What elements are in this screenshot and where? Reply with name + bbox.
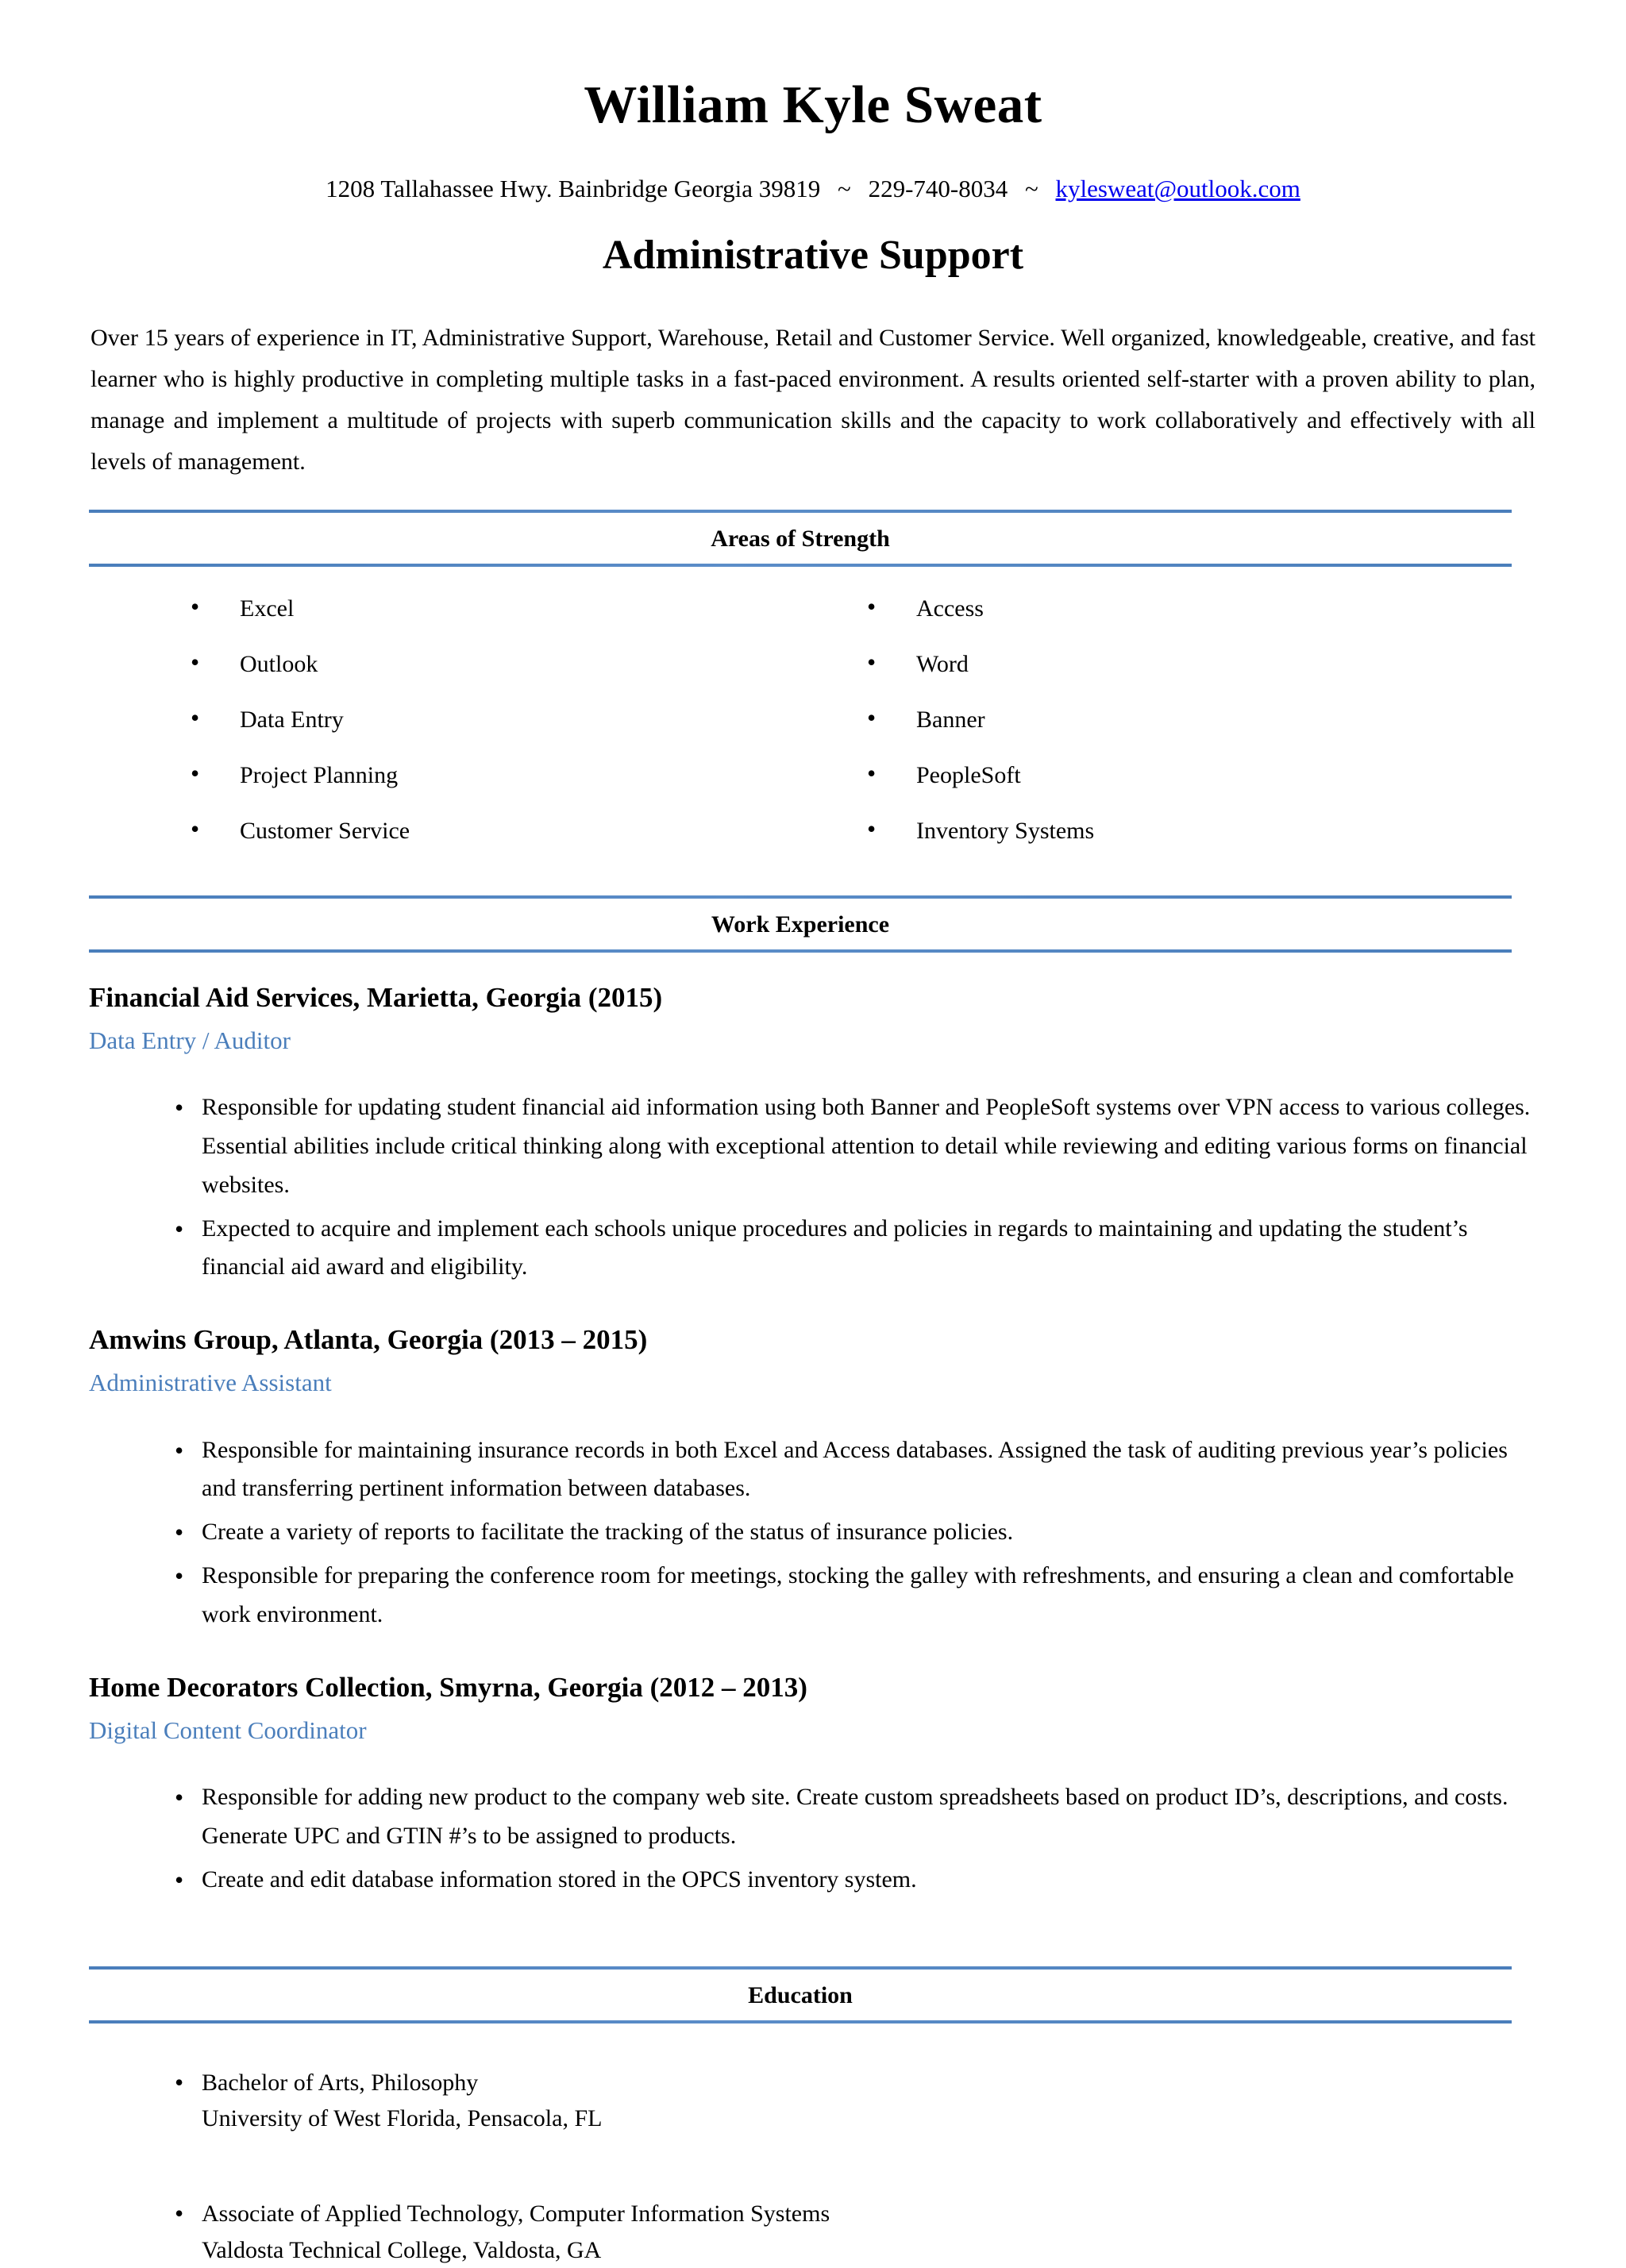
list-item: • Access [813,597,1537,621]
list-item: • Responsible for maintaining insurance records in both Excel and Access databases. Assigned the task of auditing previous year’s policies and transferring pertinent information between databases. [89,1431,1537,1509]
page-title: William Kyle Sweat [584,75,1042,134]
address-text: 1208 Tallahassee Hwy. Bainbridge Georgia 39819 [326,175,821,203]
skills-list [89,597,1537,875]
section-title-strengths: Areas of Strength [711,525,890,552]
contact-line [89,173,1537,205]
skills-column-right [813,597,1537,875]
education-school: University of West Florida, Pensacola, FL [202,2105,603,2132]
job-employer: Financial Aid Services, Marietta, Georgia (2015) [89,981,663,1013]
education-degree: • Bachelor of Arts, Philosophy [202,2069,479,2096]
list-item: • Create and edit database information stored in the OPCS inventory system. [89,1861,1537,1900]
phone-text: 229-740-8034 [868,175,1008,203]
job-duties [89,1088,1537,1287]
job-role: Data Entry / Auditor [89,1026,291,1054]
list-item: • PeopleSoft [813,764,1537,787]
contact-separator-1: ~ [838,175,851,203]
job-duties [89,1778,1537,1900]
job-role: Administrative Assistant [89,1369,332,1397]
job-entry [89,1671,1537,1900]
job-entry [89,1323,1537,1635]
job-employer: Home Decorators Collection, Smyrna, Georgia (2012 – 2013) [89,1671,807,1703]
section-rule-bottom [89,564,1512,567]
section-education [89,1966,1537,2023]
list-item: • Excel [89,597,813,621]
list-item: • Word [813,653,1537,676]
list-item: • Responsible for adding new product to the company web site. Create custom spreadsheets based on product ID’s, descriptions, and costs. Generate UPC and GTIN #’s to be assigned to products. [89,1778,1537,1856]
section-title-experience: Work Experience [711,911,890,938]
professional-headline: Administrative Support [602,233,1024,279]
section-areas-of-strength [89,510,1537,567]
list-item: • Project Planning [89,764,813,787]
list-item: • Expected to acquire and implement each schools unique procedures and policies in regards to maintaining and updating the student’s financial aid award and eligibility. [89,1210,1537,1288]
education-degree: • Associate of Applied Technology, Computer Information Systems [202,2201,830,2228]
job-entry [89,981,1537,1288]
skills-column-left [89,597,813,875]
section-work-experience [89,895,1537,953]
education-list [89,2065,1537,2268]
list-item: • Responsible for updating student financial aid information using both Banner and PeopleSoft systems over VPN access to various colleges. Essential abilities include critical thinking along with exceptional attention to detail while reviewing and editing various forms on financial websites. [89,1088,1537,1205]
section-rule-bottom [89,2020,1512,2023]
email-link[interactable]: kylesweat@outlook.com [1055,175,1300,203]
education-school: Valdosta Technical College, Valdosta, GA [202,2236,602,2263]
professional-summary: Over 15 years of experience in IT, Administrative Support, Warehouse, Retail and Customer Service. Well organized, knowledgeable, creative, and fast learner who is highly productive in completing multiple tasks in a fast-paced environment. A results oriented self-starter with a proven ability to plan, manage and implement a multitude of projects with superb communication skills and the capacity to work collaboratively and effectively with all levels of management. [91,325,1535,475]
list-item [89,2196,1537,2268]
section-title-education: Education [748,1981,853,2008]
job-employer: Amwins Group, Atlanta, Georgia (2013 – 2015) [89,1324,648,1356]
list-item: • Data Entry [89,708,813,732]
list-item: • Inventory Systems [813,819,1537,843]
list-item: • Customer Service [89,819,813,843]
contact-separator-2: ~ [1024,175,1038,203]
list-item: • Create a variety of reports to facilitate the tracking of the status of insurance policies. [89,1513,1537,1552]
list-item [89,2065,1537,2137]
list-item: • Outlook [89,653,813,676]
section-rule-bottom [89,949,1512,953]
list-item: • Banner [813,708,1537,732]
job-duties [89,1431,1537,1635]
job-role: Digital Content Coordinator [89,1715,367,1744]
list-item: • Responsible for preparing the conference room for meetings, stocking the galley with refreshments, and ensuring a clean and comfortable work environment. [89,1557,1537,1635]
